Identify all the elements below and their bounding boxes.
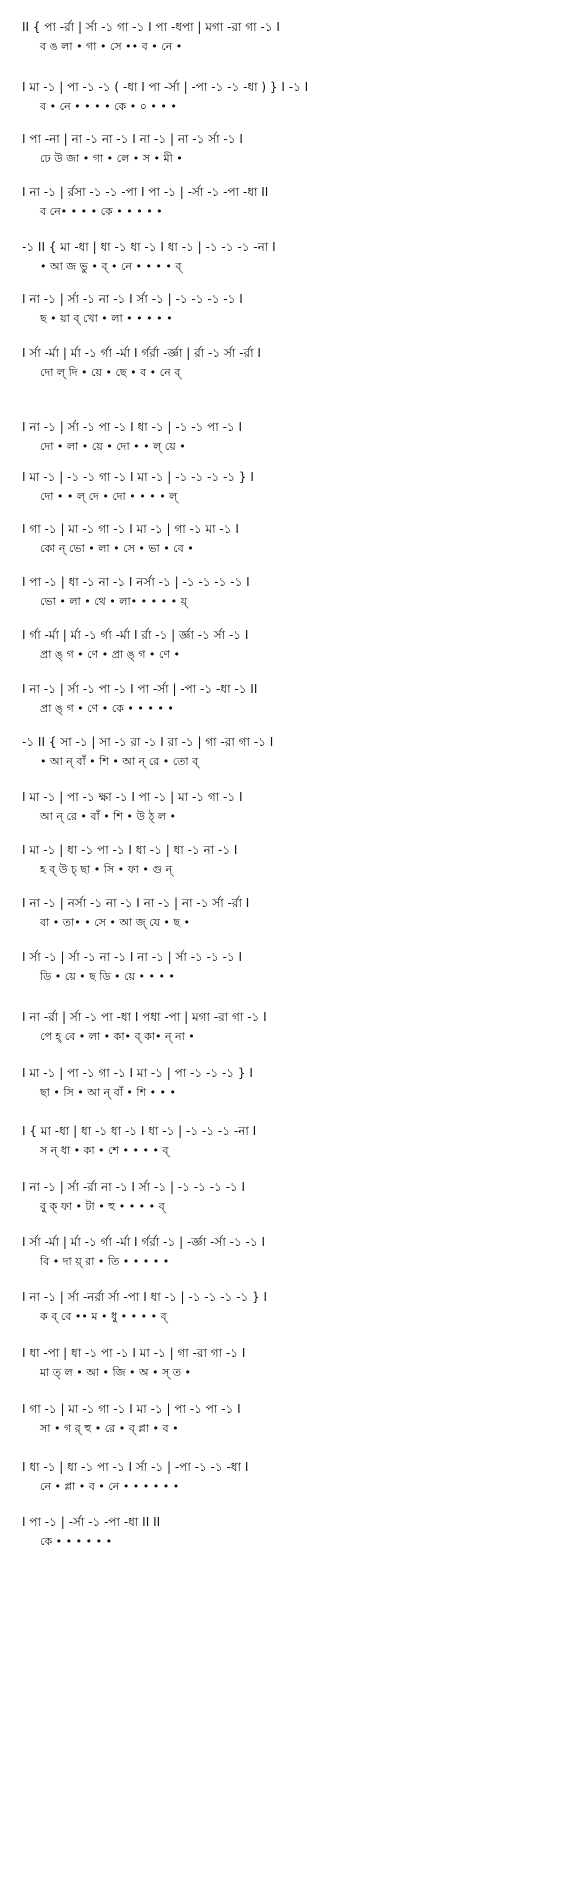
lyric-line: দো ল্ দি • য়ে • ছে • ব • নে ব্	[40, 366, 181, 379]
swara-line: I মা -১ | -১ -১ গা -১ I মা -১ | -১ -১ -১ -১ } I	[22, 470, 254, 484]
lyric-line: মা ত্ ল • আ • জি • অ • স্ ত •	[40, 1366, 192, 1379]
lyric-line: বু ক্ ফা • টা • হু • • • • ব্	[40, 1200, 165, 1213]
lyric-line: দো • লা • য়ে • দো • • ল্ য়ে •	[40, 440, 186, 453]
swara-line: I না -র্রা | র্সা -১ পা -ধা I পধা -পা | মগা -রা গা -১ I	[22, 1010, 267, 1024]
swara-line: I পা -না | না -১ না -১ I না -১ | না -১ র্সা -১ I	[22, 132, 243, 146]
swara-line: I না -১ | র্সা -র্রা না -১ I র্সা -১ | -১ -১ -১ -১ I	[22, 1180, 246, 1194]
lyric-line: প্রা ঙ্ গ • ণে • প্রা ঙ্ গ • ণে •	[40, 648, 180, 661]
lyric-line: • আ ন্ বাঁ • শি • আ ন্ রে • তো ব্	[40, 755, 199, 768]
lyric-line: নে • প্লা • ব • নে • • • • • •	[40, 1480, 180, 1493]
lyric-line: ক ব্ বে •• ম • ধু • • • • ব্	[40, 1310, 167, 1323]
lyric-line: বা • তা• • সে • আ জ্ যে • ছ •	[40, 916, 191, 929]
lyric-line: ভো • লা • থে • লা• • • • • য়্	[40, 595, 188, 608]
swara-line: I মা -১ | পা -১ ক্ষা -১ I পা -১ | মা -১ গা -১ I	[22, 790, 243, 804]
lyric-line: প্রা ঙ্ গ • ণে • কে • • • • •	[40, 702, 174, 715]
swara-line: I মা -১ | ধা -১ পা -১ I ধা -১ | ধা -১ না -১ I	[22, 843, 238, 857]
lyric-line: বি • দা য়্ রা • তি • • • • •	[40, 1255, 170, 1268]
swara-line: I ধা -পা | ধা -১ পা -১ I মা -১ | গা -রা গা -১ I	[22, 1346, 246, 1360]
lyric-line: পে হ্ বে • লা • কা• ব্ কা• ন্ না •	[40, 1030, 195, 1043]
swara-line: I না -১ | নর্সা -১ না -১ I না -১ | না -১ র্সা -র্রা I	[22, 896, 250, 910]
swara-line: I না -১ | র্সা -১ পা -১ I পা -র্সা | -পা -১ -ধা -১ II	[22, 682, 258, 696]
swara-line: I মা -১ | পা -১ -১ ( -ধা I পা -র্সা | -পা -১ -১ -ধা ) } I -১ I	[22, 80, 309, 94]
lyric-line: ঢে উ জা • গা • লে • স • মী •	[40, 152, 183, 165]
swara-line: -১ II { সা -১ | সা -১ রা -১ I রা -১ | গা -রা গা -১ I	[22, 735, 274, 749]
swara-line: I মা -১ | পা -১ গা -১ I মা -১ | পা -১ -১ -১ } I	[22, 1066, 253, 1080]
swara-line: I পা -১ | -র্সা -১ -পা -ধা II II	[22, 1515, 161, 1529]
lyric-line: হ ব্ উ চ্ ছা • সি • ফা • গু ন্	[40, 863, 173, 876]
lyric-line: ব নে• • • • কে • • • • •	[40, 205, 163, 218]
swara-line: I গা -১ | মা -১ গা -১ I মা -১ | গা -১ মা -১ I	[22, 522, 239, 536]
swara-line: I গা -১ | মা -১ গা -১ I মা -১ | পা -১ পা -১ I	[22, 1402, 241, 1416]
lyric-line: ছা • সি • আ ন্ বাঁ • শি • • •	[40, 1086, 177, 1099]
swara-line: I র্সা -র্মা | র্মা -১ র্গা -র্মা I র্গর্রা -১ | -র্জ্ঞা -র্সা -১ -১ I	[22, 1235, 266, 1249]
lyric-line: স ন্ ধা • কা • শে • • • • ব্	[40, 1144, 169, 1157]
swara-line: I { মা -ধা | ধা -১ ধা -১ I ধা -১ | -১ -১ -১ -না I	[22, 1124, 257, 1138]
lyric-line: ব • নে • • • • কে • ০ • • •	[40, 100, 177, 113]
swara-line: I না -১ | র্সা -১ না -১ I র্সা -১ | -১ -১ -১ -১ I	[22, 292, 243, 306]
swara-line: I র্সা -১ | র্সা -১ না -১ I না -১ | র্সা -১ -১ -১ I	[22, 950, 243, 964]
swara-line: I না -১ | র্সা -নর্রা র্সা -পা I ধা -১ | -১ -১ -১ -১ } I	[22, 1290, 268, 1304]
swara-line: I ধা -১ | ধা -১ পা -১ I র্সা -১ | -পা -১ -১ -ধা I	[22, 1460, 249, 1474]
lyric-line: সা • গ র্ হু • রে • ব্ প্লা • ব •	[40, 1422, 179, 1435]
swara-line: I র্সা -র্মা | র্মা -১ র্গা -র্মা I র্গর্রা -র্জ্ঞা | র্রা -১ র্সা -র্রা I	[22, 346, 261, 360]
lyric-line: কো ন্ ভো • লা • সে • ভা • বে •	[40, 542, 194, 555]
swara-line: I র্গা -র্মা | র্মা -১ র্গা -র্মা I র্রা -১ | র্জ্ঞা -১ র্সা -১ I	[22, 628, 249, 642]
lyric-line: ব ঙ লা • গা • সে •• ব • নে •	[40, 40, 183, 53]
lyric-line: • আ জ ভু • ব্ • নে • • • • ব্	[40, 260, 182, 273]
swara-line: -১ II { মা -ধা | ধা -১ ধা -১ I ধা -১ | -১ -১ -১ -না I	[22, 240, 276, 254]
lyric-line: ছ • য়া ব্ খো • লা • • • • •	[40, 312, 173, 325]
swara-line: I না -১ | র্সা -১ পা -১ I ধা -১ | -১ -১ পা -১ I	[22, 420, 243, 434]
lyric-line: কে • • • • • •	[40, 1535, 113, 1548]
lyric-line: দো • • ল্ দে • দো • • • • ল্	[40, 490, 178, 503]
swara-line: I পা -১ | ধা -১ না -১ I নর্সা -১ | -১ -১ -১ -১ I	[22, 575, 250, 589]
lyric-line: আ ন্ রে • বাঁ • শি • উ ঠ্ ল •	[40, 810, 176, 823]
lyric-line: ডি • য়ে • ছ ডি • য়ে • • • •	[40, 970, 175, 983]
swara-line: II { পা -র্রা | র্সা -১ গা -১ I পা -ধপা | মগা -রা গা -১ I	[22, 20, 280, 34]
swara-line: I না -১ | র্রসা -১ -১ -পা I পা -১ | -র্সা -১ -পা -ধা II	[22, 185, 269, 199]
